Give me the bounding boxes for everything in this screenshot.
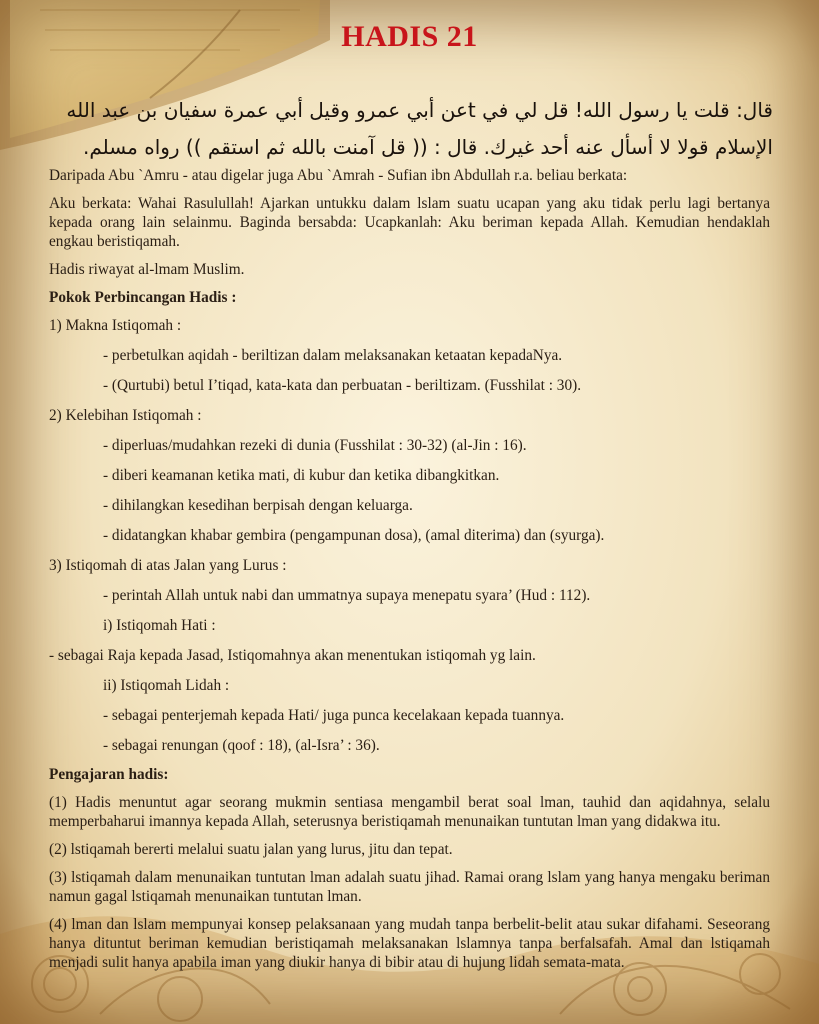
sub-point-lidah-item: - sebagai penterjemah kepada Hati/ juga punca kecelakaan kepada tuannya. (103, 707, 565, 724)
sub-point-lidah-title: ii) Istiqomah Lidah : (103, 677, 230, 694)
point-2-item: - didatangkan khabar gembira (pengampunan dosa), (amal diterima) dan (syurga). (103, 527, 605, 544)
point-2-title: 2) Kelebihan Istiqomah : (49, 407, 202, 424)
narration-text: Hadis riwayat al-lmam Muslim. (49, 261, 245, 278)
section-heading-pokok: Pokok Perbincangan Hadis : (49, 289, 237, 306)
point-2-item: - diberi keamanan ketika mati, di kubur dan ketika dibangkitkan. (103, 467, 500, 484)
intro-text: Daripada Abu `Amru - atau digelar juga Abu `Amrah - Sufian ibn Abdullah r.a. beliau berkata: (49, 167, 628, 184)
content (49, 166, 770, 972)
point-1-item: - (Qurtubi) betul I’tiqad, kata-kata dan perbuatan - beriltizam. (Fusshilat : 30). (103, 377, 582, 394)
point-2-item: - dihilangkan kesedihan berpisah dengan keluarga. (103, 497, 413, 514)
lesson-item: (3) lstiqamah dalam menunaikan tuntutan lman adalah suatu jihad. Ramai orang lslam yang hanya mengaku beriman namun gagal lstiqamah menunaikan tuntutan lman. (49, 869, 770, 905)
page-title: HADIS 21 (341, 20, 478, 53)
lesson-item: (1) Hadis menuntut agar seorang mukmin sentiasa mengambil berat soal lman, tauhid dan aqidahnya, selalu memperbaharui imannya kepada Allah, seterusnya beristiqamah menunaikan tuntutan lman yang didakwa itu. (49, 794, 770, 830)
section-heading-pengajaran: Pengajaran hadis: (49, 766, 169, 783)
sub-point-hati-text: - sebagai Raja kepada Jasad, Istiqomahnya akan menentukan istiqomah yg lain. (49, 647, 536, 664)
point-2-item: - diperluas/mudahkan rezeki di dunia (Fusshilat : 30-32) (al-Jin : 16). (103, 437, 527, 454)
lesson-item: (4) lman dan lslam mempunyai konsep pelaksanaan yang mudah tanpa berbelit-belit atau sukar difahami. Seseorang hanya dituntut beriman kemudian beristiqamah melaksanakan lslamnya tanpa berfalsafah. Amal dan lstiqamah menjadi sulit hanya apabila iman yang diukir hanya di bibir atau di hujung lidah semata-mata. (49, 916, 770, 971)
sub-point-lidah-item: - sebagai renungan (qoof : 18), (al-Isra’ : 36). (103, 737, 380, 754)
translation-text: Aku berkata: Wahai Rasulullah! Ajarkan untukku dalam lslam suatu ucapan yang aku tidak perlu lagi bertanya kepada orang lain selainmu. Baginda bersabda: Ucapkanlah: Aku beriman kepada Allah. Kemudian hendaklah engkau beristiqamah. (49, 195, 770, 250)
lesson-item: (2) lstiqamah bererti melalui suatu jalan yang lurus, jitu dan tepat. (49, 841, 453, 858)
point-3-title: 3) Istiqomah di atas Jalan yang Lurus : (49, 557, 287, 574)
arabic-text-line-1: قال: قلت يا رسول الله! قل لي في tعن أبي عمرو وقيل أبي عمرة سفيان بن عبد الله (66, 98, 773, 122)
point-3-item: - perintah Allah untuk nabi dan ummatnya supaya menepatu syara’ (Hud : 112). (103, 587, 591, 604)
point-1-item: - perbetulkan aqidah - beriltizan dalam melaksanakan ketaatan kepadaNya. (103, 347, 563, 364)
point-1-title: 1) Makna Istiqomah : (49, 317, 182, 334)
sub-point-hati-title: i) Istiqomah Hati : (103, 617, 216, 634)
arabic-text-line-2: الإسلام قولا لا أسأل عنه أحد غيرك. قال : (( قل آمنت بالله ثم استقم )) رواه مسلم. (83, 135, 773, 159)
